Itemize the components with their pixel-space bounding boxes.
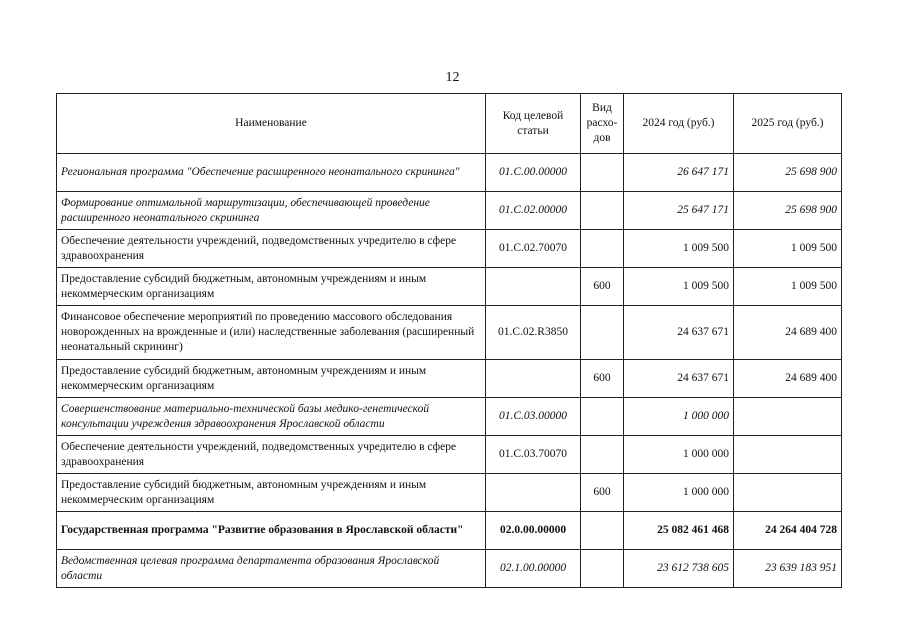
cell-code: 01.С.02.00000 — [486, 192, 581, 230]
cell-2024: 1 000 000 — [624, 398, 734, 436]
table-row — [57, 474, 842, 512]
cell-2024: 25 082 461 468 — [624, 512, 734, 550]
cell-name: Региональная программа "Обеспечение расширенного неонатального скрининга" — [57, 154, 486, 192]
cell-code: 01.С.00.00000 — [486, 154, 581, 192]
cell-kind — [581, 154, 624, 192]
cell-name: Ведомственная целевая программа департамента образования Ярославской области — [57, 550, 486, 588]
cell-code: 01.С.03.00000 — [486, 398, 581, 436]
cell-2025: 25 698 900 — [734, 192, 842, 230]
cell-kind — [581, 306, 624, 360]
cell-name: Обеспечение деятельности учреждений, подведомственных учредителю в сфере здравоохранения — [57, 230, 486, 268]
cell-2024: 24 637 671 — [624, 360, 734, 398]
cell-2024: 1 000 000 — [624, 474, 734, 512]
table-header-row — [57, 94, 842, 154]
cell-kind — [581, 436, 624, 474]
cell-kind — [581, 230, 624, 268]
cell-2024: 24 637 671 — [624, 306, 734, 360]
cell-2025 — [734, 436, 842, 474]
table-row — [57, 436, 842, 474]
cell-2025 — [734, 474, 842, 512]
cell-2024: 1 009 500 — [624, 268, 734, 306]
cell-name: Совершенствование материально-технической базы медико-генетической консультации учреждения здравоохранения Ярославской области — [57, 398, 486, 436]
cell-code — [486, 360, 581, 398]
budget-table — [56, 93, 842, 588]
header-2024: 2024 год (руб.) — [624, 94, 734, 154]
cell-2025: 24 689 400 — [734, 306, 842, 360]
cell-name: Обеспечение деятельности учреждений, подведомственных учредителю в сфере здравоохранения — [57, 436, 486, 474]
cell-kind — [581, 550, 624, 588]
cell-2025: 25 698 900 — [734, 154, 842, 192]
cell-2025: 24 264 404 728 — [734, 512, 842, 550]
cell-code: 01.С.02.R3850 — [486, 306, 581, 360]
cell-2025: 1 009 500 — [734, 230, 842, 268]
cell-name: Предоставление субсидий бюджетным, автономным учреждениям и иным некоммерческим организациям — [57, 268, 486, 306]
cell-code — [486, 474, 581, 512]
cell-name: Предоставление субсидий бюджетным, автономным учреждениям и иным некоммерческим организациям — [57, 474, 486, 512]
table-row — [57, 154, 842, 192]
cell-name: Предоставление субсидий бюджетным, автономным учреждениям и иным некоммерческим организациям — [57, 360, 486, 398]
cell-kind — [581, 192, 624, 230]
table-row — [57, 360, 842, 398]
cell-2024: 1 009 500 — [624, 230, 734, 268]
cell-2024: 23 612 738 605 — [624, 550, 734, 588]
cell-kind: 600 — [581, 360, 624, 398]
cell-2025: 1 009 500 — [734, 268, 842, 306]
table-row — [57, 550, 842, 588]
cell-2025: 24 689 400 — [734, 360, 842, 398]
table-body — [57, 154, 842, 588]
cell-code: 01.С.03.70070 — [486, 436, 581, 474]
cell-code — [486, 268, 581, 306]
header-kind: Вид расхо-дов — [581, 94, 624, 154]
table-row — [57, 230, 842, 268]
cell-code: 02.0.00.00000 — [486, 512, 581, 550]
table-row — [57, 398, 842, 436]
header-code: Код целевой статьи — [486, 94, 581, 154]
table-row — [57, 512, 842, 550]
cell-2025: 23 639 183 951 — [734, 550, 842, 588]
table-row — [57, 306, 842, 360]
cell-code: 01.С.02.70070 — [486, 230, 581, 268]
cell-name: Формирование оптимальной маршрутизации, обеспечивающей проведение расширенного неонатального скрининга — [57, 192, 486, 230]
cell-kind — [581, 398, 624, 436]
header-2025: 2025 год (руб.) — [734, 94, 842, 154]
cell-2024: 1 000 000 — [624, 436, 734, 474]
header-name: Наименование — [57, 94, 486, 154]
cell-2025 — [734, 398, 842, 436]
page-number: 12 — [445, 70, 460, 85]
cell-name: Государственная программа "Развитие образования в Ярославской области" — [57, 512, 486, 550]
table-row — [57, 268, 842, 306]
cell-code: 02.1.00.00000 — [486, 550, 581, 588]
cell-kind: 600 — [581, 268, 624, 306]
cell-kind: 600 — [581, 474, 624, 512]
cell-name: Финансовое обеспечение мероприятий по проведению массового обследования новорожденных на врожденные и (или) наследственные заболевания (расширенный неонатальный скрининг) — [57, 306, 486, 360]
cell-2024: 25 647 171 — [624, 192, 734, 230]
table-row — [57, 192, 842, 230]
cell-kind — [581, 512, 624, 550]
cell-2024: 26 647 171 — [624, 154, 734, 192]
